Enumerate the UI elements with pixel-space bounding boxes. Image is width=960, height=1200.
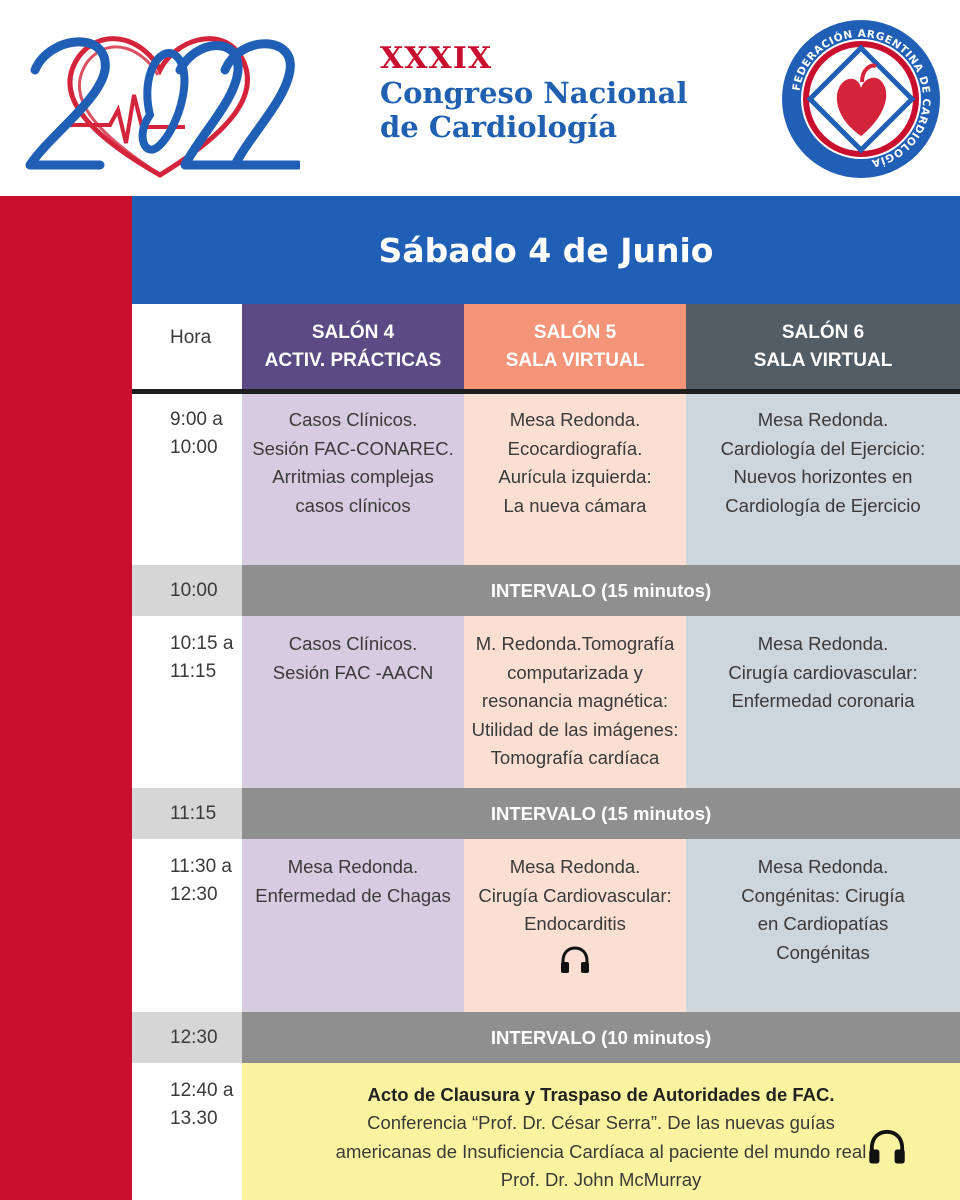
salon5-name: SALÓN 5	[533, 322, 617, 343]
left-red-band	[0, 196, 132, 1200]
session-salon6	[686, 616, 960, 788]
salon6-name: SALÓN 6	[781, 322, 865, 343]
session-line: casos clínicos	[295, 494, 411, 516]
session-line: resonancia magnética:	[481, 690, 669, 711]
time-start: 9:00 a	[170, 409, 223, 430]
session-line: Mesa Redonda.	[757, 633, 889, 654]
time-start: 12:40 a	[170, 1080, 234, 1101]
interval-label: INTERVALO (15 minutos)	[490, 802, 712, 824]
congress-name-line2: de Cardiología	[380, 110, 618, 144]
session-salon4	[242, 839, 464, 1012]
session-line: Mesa Redonda.	[509, 409, 641, 430]
headphones-icon	[559, 945, 591, 975]
session-line: Sesión FAC -AACN	[272, 661, 434, 683]
session-salon5	[464, 616, 686, 788]
session-line: Aurícula izquierda:	[498, 466, 652, 487]
congress-name-line1: Congreso Nacional	[380, 76, 688, 110]
row-time	[132, 1063, 242, 1200]
column-header-hora	[132, 304, 242, 390]
interval-bar	[242, 1012, 960, 1063]
session-line: Nuevos horizontes en	[733, 466, 913, 487]
hora-label: Hora	[170, 327, 212, 348]
session-salon5	[464, 839, 686, 1012]
row-time	[132, 394, 242, 565]
congress-2022-heart-logo	[10, 15, 300, 185]
session-line: Sesión FAC-CONAREC.	[252, 437, 454, 459]
session-line: Cardiología del Ejercicio:	[720, 437, 926, 459]
edition-number: XXXIX	[380, 41, 493, 76]
session-salon4	[242, 394, 464, 565]
time-end: 11:15	[170, 661, 217, 682]
interval-label: INTERVALO (10 minutos)	[490, 1026, 712, 1048]
interval-time	[132, 565, 242, 616]
session-line: Casos Clínicos.	[288, 633, 418, 654]
session-salon4	[242, 616, 464, 788]
row-time	[132, 839, 242, 1012]
session-line: Casos Clínicos.	[288, 409, 418, 430]
session-line: Endocarditis	[524, 913, 626, 934]
interval-time-text: 10:00	[170, 579, 218, 601]
salon5-subtitle: SALA VIRTUAL	[505, 350, 645, 371]
session-line: Utilidad de las imágenes:	[471, 718, 679, 740]
interval-time-text: 12:30	[170, 1026, 218, 1048]
closing-line: americanas de Insuficiencia Cardíaca al paciente del mundo real	[335, 1140, 867, 1162]
time-end: 10:00	[170, 437, 218, 458]
session-line: Cardiología de Ejercicio	[725, 494, 921, 516]
salon4-name: SALÓN 4	[311, 322, 395, 343]
header	[0, 0, 960, 196]
time-end: 13.30	[170, 1108, 218, 1129]
congress-title	[380, 42, 688, 144]
session-line: computarizada y	[507, 661, 643, 683]
session-line: Mesa Redonda.	[757, 856, 889, 877]
session-line: Enfermedad de Chagas	[255, 884, 451, 906]
day-title: Sábado 4 de Junio	[378, 230, 714, 270]
interval-bar	[242, 788, 960, 839]
session-line: Tomografía cardíaca	[490, 747, 660, 768]
session-line: M. Redonda.Tomografía	[475, 633, 675, 654]
session-line: Cirugía Cardiovascular:	[478, 884, 672, 906]
svg-text:FEDERACIÓN ARGENTINA DE CARDIO: FEDERACIÓN ARGENTINA DE CARDIOLOGÍA	[790, 27, 933, 170]
closing-line: Prof. Dr. John McMurray	[500, 1169, 702, 1190]
interval-time	[132, 1012, 242, 1063]
session-salon6	[686, 839, 960, 1012]
closing-session	[242, 1063, 960, 1200]
time-start: 10:15 a	[170, 633, 234, 654]
time-end: 12:30	[170, 884, 218, 905]
closing-title: Acto de Clausura y Traspaso de Autoridades de FAC.	[367, 1084, 835, 1105]
session-line: Mesa Redonda.	[287, 856, 419, 877]
row-time	[132, 616, 242, 788]
session-salon5	[464, 394, 686, 565]
day-banner	[132, 196, 960, 304]
closing-line: Conferencia “Prof. Dr. César Serra”. De las nuevas guías	[367, 1112, 835, 1133]
fac-seal-logo	[780, 18, 942, 180]
interval-time	[132, 788, 242, 839]
session-line: en Cardiopatías	[757, 913, 889, 934]
interval-label: INTERVALO (15 minutos)	[490, 579, 712, 601]
headphones-icon	[866, 1128, 908, 1166]
session-line: Enfermedad coronaria	[731, 690, 915, 711]
session-line: Cirugía cardiovascular:	[728, 661, 918, 683]
session-salon6	[686, 394, 960, 565]
column-header-salon6	[686, 304, 960, 390]
session-line: Arritmias complejas	[272, 466, 434, 487]
session-line: La nueva cámara	[503, 494, 647, 516]
session-line: Congénitas	[776, 941, 870, 963]
salon6-subtitle: SALA VIRTUAL	[753, 350, 893, 371]
session-line: Mesa Redonda.	[509, 856, 641, 877]
interval-time-text: 11:15	[170, 802, 217, 824]
salon4-subtitle: ACTIV. PRÁCTICAS	[264, 350, 442, 371]
interval-bar	[242, 565, 960, 616]
column-header-salon4	[242, 304, 464, 390]
column-header-salon5	[464, 304, 686, 390]
session-line: Congénitas: Cirugía	[741, 884, 905, 906]
session-line: Ecocardiografía.	[507, 437, 643, 459]
session-line: Mesa Redonda.	[757, 409, 889, 430]
time-start: 11:30 a	[170, 856, 232, 877]
